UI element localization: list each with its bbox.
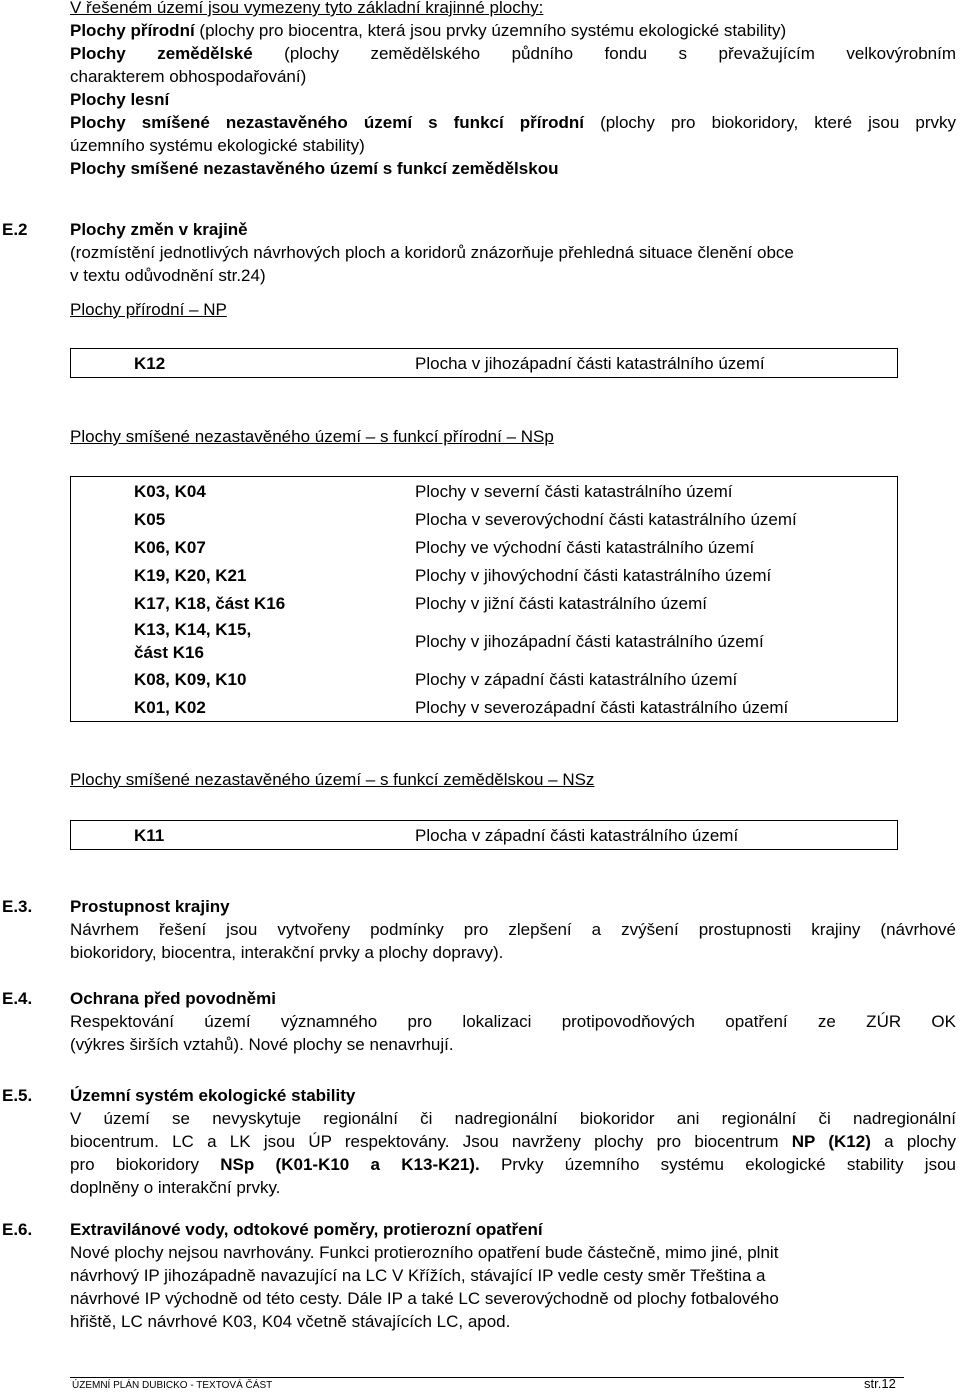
section-title: Ochrana před povodněmi xyxy=(70,989,276,1008)
section-text: doplněny o interakční prvky. xyxy=(70,1178,281,1197)
section-number: E.6. xyxy=(2,1220,33,1239)
area-code: K03, K04 xyxy=(134,482,206,501)
np-table xyxy=(70,348,898,378)
intro-heading-text: V řešeném území jsou vymezeny tyto základní krajinné plochy: xyxy=(70,0,544,17)
area-code: K11 xyxy=(134,826,165,845)
section-title-text: Plochy změn v krajině xyxy=(70,220,248,239)
area-code: K19, K20, K21 xyxy=(134,566,247,585)
intro-item-lesni xyxy=(70,88,169,111)
section-text-part: pro biokoridory xyxy=(70,1155,221,1174)
area-code xyxy=(134,618,251,664)
nsz-heading-text: Plochy smíšené nezastavěného území – s funkcí zemědělskou – NSz xyxy=(70,770,595,789)
section-text xyxy=(70,1130,956,1153)
table-row xyxy=(71,533,897,561)
section-text: hřiště, LC návrhové K03, K04 včetně stávajících LC, apod. xyxy=(70,1312,511,1331)
section-text: v textu odůvodnění str.24) xyxy=(70,266,266,285)
intro-item-label: Plochy přírodní xyxy=(70,21,195,40)
intro-item-text: (plochy pro biocentra, která jsou prvky územního systému ekologické stability) xyxy=(194,21,787,40)
area-description: Plocha v jihozápadní části katastrálního území xyxy=(415,354,765,373)
section-number: E.3. xyxy=(2,897,33,916)
section-title: Územní systém ekologické stability xyxy=(70,1086,356,1105)
intro-item-text: charakterem obhospodařování) xyxy=(70,67,307,86)
table-row xyxy=(71,693,897,721)
intro-item-smisene-zemedelske xyxy=(70,157,558,180)
area-description: Plochy v západní části katastrálního území xyxy=(415,670,738,689)
section-text-part: biocentrum. LC a LK jsou ÚP respektovány. Jsou navrženy plochy pro biocentrum xyxy=(70,1132,792,1151)
area-description: Plochy v jihovýchodní části katastrálního území xyxy=(415,566,772,585)
intro-heading xyxy=(70,0,543,19)
area-code: K06, K07 xyxy=(134,538,206,557)
nsz-heading xyxy=(70,768,594,791)
intro-item-smisene-prirodni-cont xyxy=(70,134,365,157)
area-code: K01, K02 xyxy=(134,698,206,717)
nsp-heading-text: Plochy smíšené nezastavěného území – s funkcí přírodní – NSp xyxy=(70,427,554,446)
section-text-part: a plochy xyxy=(870,1132,956,1151)
intro-item-text: územního systému ekologické stability) xyxy=(70,136,365,155)
intro-item-label: Plochy smíšené nezastavěného území s funkcí přírodní xyxy=(70,113,584,132)
intro-item-label: Plochy zemědělské xyxy=(70,44,253,63)
table-row xyxy=(71,821,897,849)
intro-item-text: (plochy pro biokoridory, které jsou prvky xyxy=(584,113,956,132)
table-row xyxy=(71,477,897,505)
intro-item-text: (plochy zemědělského půdního fondu s převažujícím velkovýrobním xyxy=(252,44,956,63)
section-number: E.5. xyxy=(2,1086,33,1105)
section-text: Respektování území významného pro lokalizaci protipovodňových opatření ze ZÚR OK xyxy=(70,1012,956,1031)
area-description: Plochy v severozápadní části katastrálního území xyxy=(415,698,789,717)
table-row xyxy=(71,505,897,533)
section-text: Návrhem řešení jsou vytvořeny podmínky pro zlepšení a zvýšení prostupnosti krajiny (návrhové xyxy=(70,920,956,939)
area-description: Plocha v severovýchodní části katastrálního území xyxy=(415,510,797,529)
area-description: Plochy v jihozápadní části katastrálního území xyxy=(415,632,764,651)
area-description: Plochy v jižní části katastrálního území xyxy=(415,594,707,613)
area-description: Plochy ve východní části katastrálního území xyxy=(415,538,755,557)
table-row xyxy=(71,561,897,589)
intro-item-smisene-prirodni xyxy=(70,111,956,134)
intro-item-prirodni xyxy=(70,19,786,42)
intro-item-zemedelske xyxy=(70,42,956,65)
area-code: K08, K09, K10 xyxy=(134,670,247,689)
footer-divider xyxy=(70,1377,904,1378)
nsp-heading xyxy=(70,425,554,448)
section-title: Prostupnost krajiny xyxy=(70,897,230,916)
section-text-bold: NSp (K01-K10 a K13-K21). xyxy=(220,1155,480,1174)
section-number: E.2 xyxy=(2,220,28,239)
table-row xyxy=(71,617,897,665)
section-text-part: Prvky územního systému ekologické stability jsou xyxy=(479,1155,956,1174)
section-text xyxy=(70,1153,956,1176)
table-row xyxy=(71,665,897,693)
intro-item-zemedelske-cont xyxy=(70,65,306,88)
section-number: E.4. xyxy=(2,989,33,1008)
section-text: návrhový IP jihozápadně navazující na LC V Křížích, stávající IP vedle cesty směr Třeština a xyxy=(70,1266,766,1285)
section-text: návrhové IP východně od této cesty. Dále IP a také LC severovýchodně od plochy fotbalového xyxy=(70,1289,779,1308)
area-code-line: část K16 xyxy=(134,643,204,662)
section-text: V území se nevyskytuje regionální či nadregionální biokoridor ani regionální či nadregionální xyxy=(70,1109,956,1128)
nsz-table xyxy=(70,820,898,850)
area-code-line: K13, K14, K15, xyxy=(134,620,252,639)
footer-page-number: str.12 xyxy=(864,1376,896,1391)
intro-item-label: Plochy lesní xyxy=(70,90,170,109)
area-code: K05 xyxy=(134,510,166,529)
section-title: Extravilánové vody, odtokové poměry, protierozní opatření xyxy=(70,1220,543,1239)
section-title xyxy=(70,218,248,241)
section-text: (rozmístění jednotlivých návrhových ploch a koridorů znázorňuje přehledná situace členění obce xyxy=(70,243,794,262)
section-text: biokoridory, biocentra, interakční prvky a plochy dopravy). xyxy=(70,943,504,962)
section-text: Nové plochy nejsou navrhovány. Funkci protierozního opatření bude částečně, mimo jiné, plnit xyxy=(70,1243,779,1262)
np-heading xyxy=(70,298,227,321)
area-description: Plochy v severní části katastrálního území xyxy=(415,482,733,501)
np-heading-text: Plochy přírodní – NP xyxy=(70,300,227,319)
footer-left: ÚZEMNÍ PLÁN DUBICKO - TEXTOVÁ ČÁST xyxy=(72,1380,273,1391)
intro-item-label: Plochy smíšené nezastavěného území s funkcí zemědělskou xyxy=(70,159,559,178)
area-code: K12 xyxy=(134,354,166,373)
area-code: K17, K18, část K16 xyxy=(134,594,286,613)
table-row xyxy=(71,589,897,617)
section-text: (výkres širších vztahů). Nové plochy se nenavrhují. xyxy=(70,1035,454,1054)
area-description: Plocha v západní části katastrálního území xyxy=(415,826,739,845)
nsp-table xyxy=(70,476,898,722)
section-text-bold: NP (K12) xyxy=(791,1132,871,1151)
table-row xyxy=(71,349,897,377)
